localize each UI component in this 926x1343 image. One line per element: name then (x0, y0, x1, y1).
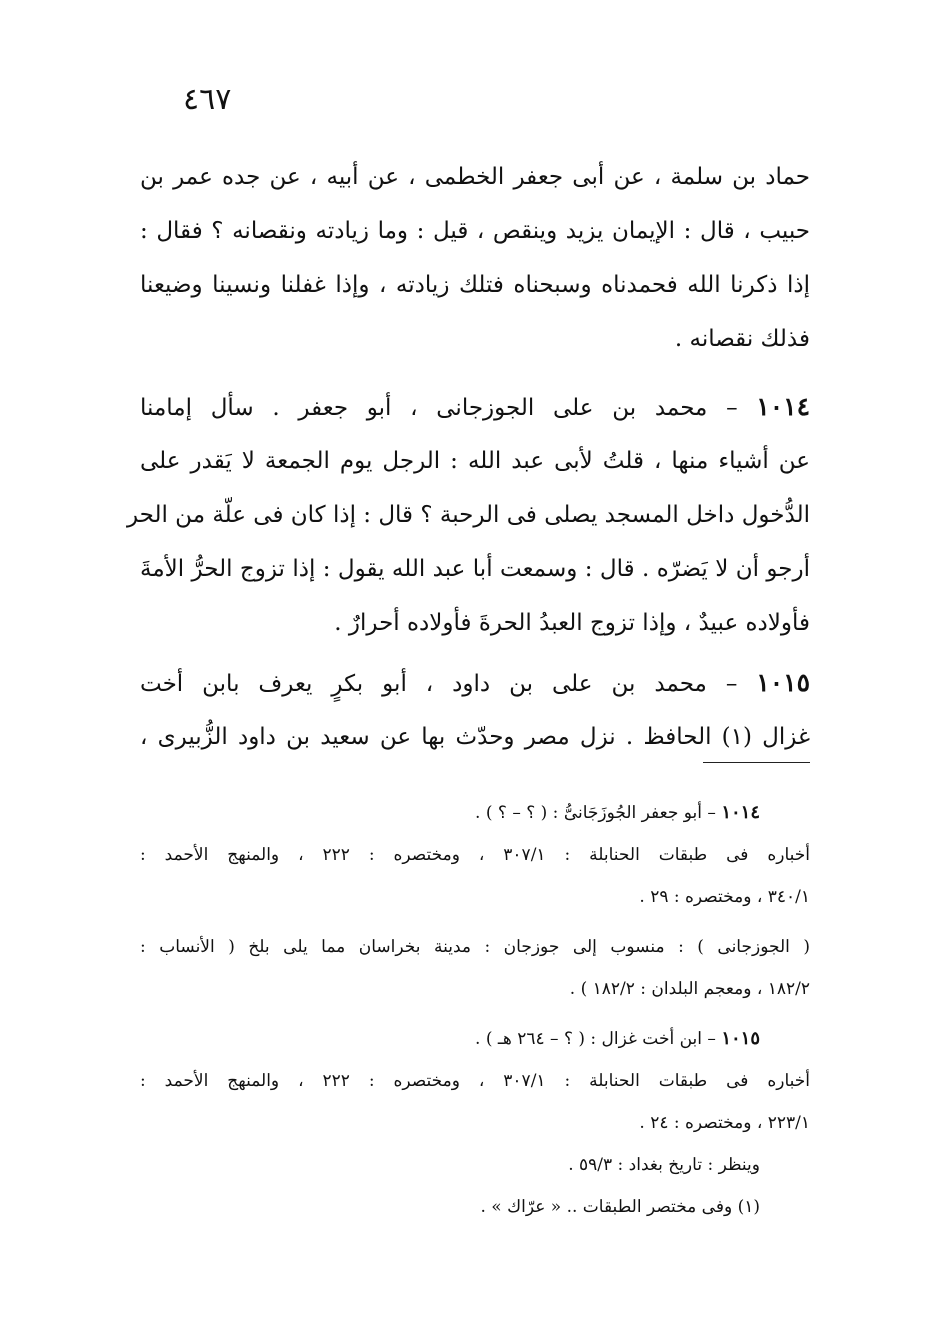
text-line: إذا ذكرنا الله فحمدناه وسبحناه فتلك زيادته ، وإذا غفلنا ونسينا وضيعنا (140, 272, 810, 298)
entry-heading-text: – محمد بن على بن داود ، أبو بكرٍ يعرف بابن أخت (140, 671, 738, 697)
text-line: فذلك نقصانه . (674, 326, 810, 352)
footnote-line: ١٨٢/٢ ، ومعجم البلدان : ١٨٢/٢ ) . (569, 979, 810, 999)
entry-number: ١٠١٤ (756, 392, 811, 421)
footnote-line: أخباره فى طبقات الحنابلة : ٣٠٧/١ ، ومختصره : ٢٢٢ ، والمنهج الأحمد : (140, 845, 810, 865)
entry-heading-text: – محمد بن على الجوزجانى ، أبو جعفر . سأل إمامنا (140, 395, 738, 421)
footnote-divider (703, 762, 810, 763)
main-text (126, 150, 811, 764)
footnote-line: ٢٢٣/١ ، ومختصره : ٢٤ . (639, 1113, 810, 1133)
footnotes (140, 792, 810, 1228)
entry-1015-heading (140, 656, 810, 710)
footnote-header-text: – ابن أخت غزال : ( ؟ – ٢٦٤ هـ ) . (475, 1029, 716, 1049)
entry-number: ١٠١٥ (756, 668, 811, 697)
text-line: حماد بن سلمة ، عن أبى جعفر الخطمى ، عن أبيه ، عن جده عمر بن (140, 164, 810, 190)
text-line: غزال (١) الحافظ . نزل مصر وحدّث بها عن سعيد بن داود الزُّبيرى ، (140, 724, 810, 750)
page-number: ٤٦٧ (183, 82, 232, 117)
text-line: أرجو أن لا يَضرّه . قال : وسمعت أبا عبد الله يقول : إذا تزوج الحرُّ الأمةَ (140, 556, 810, 582)
footnote-line: أخباره فى طبقات الحنابلة : ٣٠٧/١ ، ومختصره : ٢٢٢ ، والمنهج الأحمد : (140, 1071, 810, 1091)
footnote-header-text: – أبو جعفر الجُوزَجَانىُّ : ( ؟ – ؟ ) . (475, 803, 716, 823)
footnote-line: وينظر : تاريخ بغداد : ٥٩/٣ . (568, 1155, 760, 1175)
entry-1014-heading (140, 380, 810, 434)
footnote-number: ١٠١٥ (721, 1028, 760, 1049)
footnote-1015-header (140, 1018, 810, 1060)
text-line: عن أشياء منها ، قلتُ لأبى عبد الله : الرجل يوم الجمعة لا يَقدر على (140, 448, 810, 474)
footnote-number: ١٠١٤ (721, 802, 760, 823)
text-line: حبيب ، قال : الإيمان يزيد وينقص ، قيل : وما زيادته ونقصانه ؟ فقال : (140, 218, 810, 244)
footnote-line: ( الجوزجانى ) : منسوب إلى جوزجان : مدينة بخراسان مما يلى بلخ ( الأنساب : (140, 937, 810, 957)
text-line: فأولاده عبيدٌ ، وإذا تزوج العبدُ الحرةَ فأولاده أحرارٌ . (334, 610, 810, 636)
text-line: الدُّخول داخل المسجد يصلى فى الرحبة ؟ قال : إذا كان فى علّة من الحر (126, 502, 810, 528)
footnote-marker-1: (١) وفى مختصر الطبقات .. « عرّاك » . (480, 1197, 760, 1217)
footnote-1014-header (140, 792, 810, 834)
footnote-line: ٣٤٠/١ ، ومختصره : ٢٩ . (639, 887, 810, 907)
